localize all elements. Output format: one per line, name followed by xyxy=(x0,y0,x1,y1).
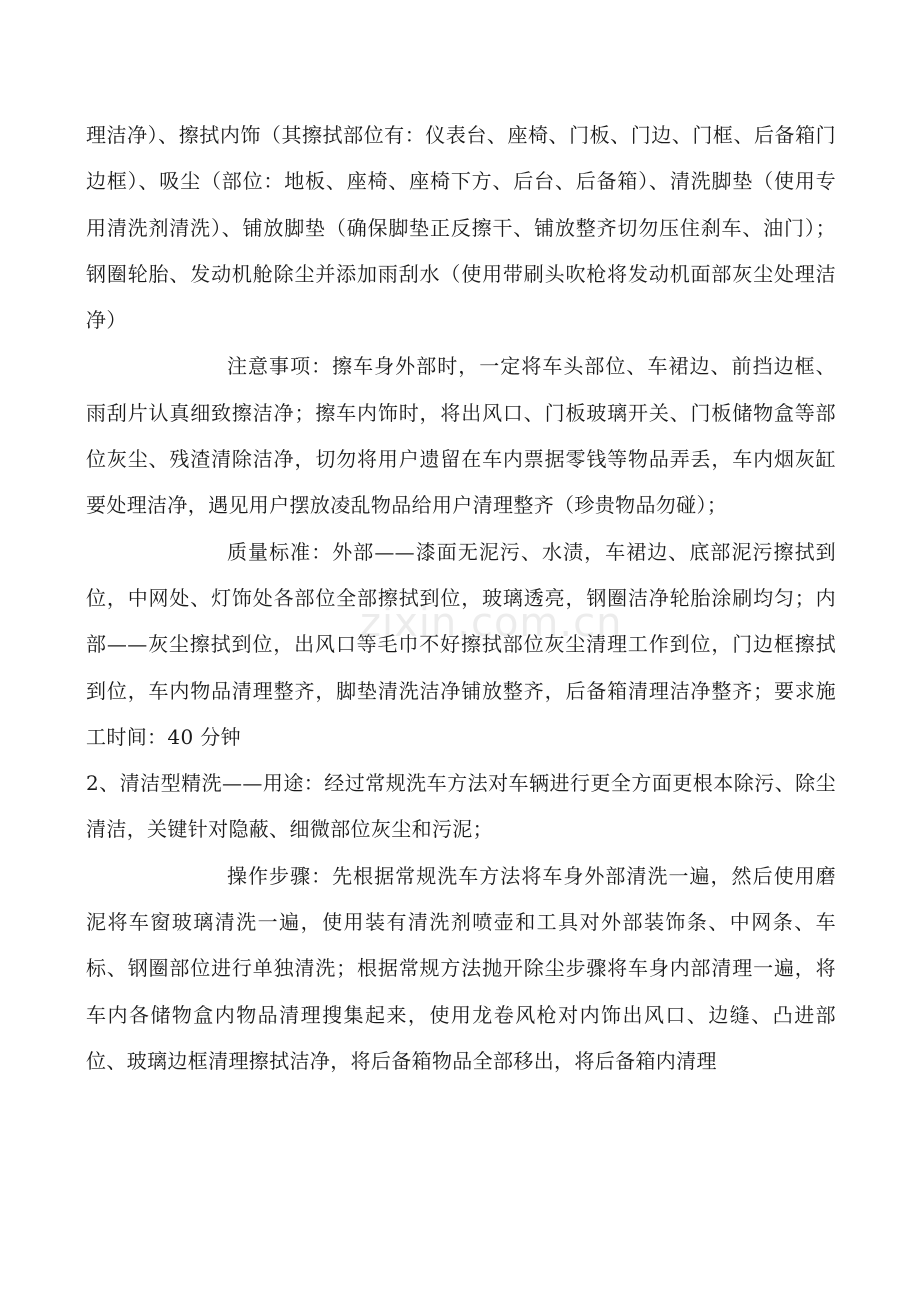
paragraph-precautions: 注意事项：擦车身外部时，一定将车头部位、车裙边、前挡边框、雨刮片认真细致擦洁净；擦车内饰时，将出风口、门板玻璃开关、门板储物盒等部位灰尘、残渣清除洁净，切勿将用户遗留在车内票据零钱等物品弄丢，车内烟灰缸要处理洁净，遇见用户摆放凌乱物品给用户清理整齐（珍贵物品勿碰）； xyxy=(86,354,836,518)
paragraph-quality-standard: 质量标准：外部——漆面无泥污、水渍，车裙边、底部泥污擦拭到位，中网处、灯饰处各部位全部擦拭到位，玻璃透亮，钢圈洁净轮胎涂刷均匀；内部——灰尘擦拭到位，出风口等毛巾不好擦拭部位灰尘清理工作到位，门边框擦拭到位，车内物品清理整齐，脚垫清洗洁净铺放整齐，后备箱清理洁净整齐；要求施工时间：40 分钟 xyxy=(86,539,836,749)
paragraph-cleaning-steps: 理洁净）、擦拭内饰（其擦拭部位有：仪表台、座椅、门板、门边、门框、后备箱门边框）、吸尘（部位：地板、座椅、座椅下方、后台、后备箱）、清洗脚垫（使用专用清洗剂清洗）、铺放脚垫（确保脚垫正反擦干、铺放整齐切勿压住刹车、油门）；钢圈轮胎、发动机舱除尘并添加雨刮水（使用带刷头吹枪将发动机面部灰尘处理洁净） xyxy=(86,123,836,333)
document-body xyxy=(86,112,836,1084)
watermark-text: zixin.com.cn xyxy=(360,600,623,646)
paragraph-operation-steps: 操作步骤：先根据常规洗车方法将车身外部清洗一遍，然后使用磨泥将车窗玻璃清洗一遍，使用装有清洗剂喷壶和工具对外部装饰条、中网条、车标、钢圈部位进行单独清洗；根据常规方法抛开除尘步骤将车身内部清理一遍，将车内各储物盒内物品清理搜集起来，使用龙卷风枪对内饰出风口、边缝、凸进部位、玻璃边框清理擦拭洁净，将后备箱物品全部移出，将后备箱内清理 xyxy=(86,863,836,1073)
paragraph-section-2-heading: 2、清洁型精洗——用途：经过常规洗车方法对车辆进行更全方面更根本除污、除尘清洁，关键针对隐蔽、细微部位灰尘和污泥； xyxy=(86,771,836,842)
